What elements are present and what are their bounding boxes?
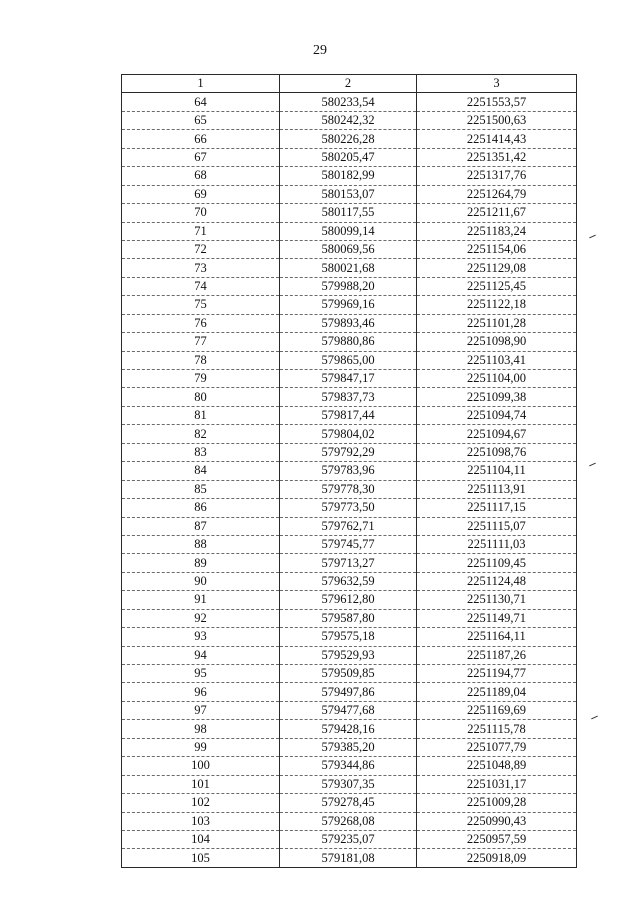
x-coordinate-cell: 580242,32 (280, 111, 417, 129)
y-coordinate-cell: 2251187,26 (417, 646, 577, 664)
y-coordinate-cell: 2251109,45 (417, 554, 577, 572)
y-coordinate-cell: 2251500,63 (417, 111, 577, 129)
point-number-cell: 78 (122, 351, 280, 369)
table-row (122, 812, 577, 830)
point-number-cell: 94 (122, 646, 280, 664)
table-row (122, 794, 577, 812)
y-coordinate-cell: 2251124,48 (417, 572, 577, 590)
x-coordinate-cell: 580099,14 (280, 222, 417, 240)
x-coordinate-cell: 579792,29 (280, 443, 417, 461)
point-number-cell: 84 (122, 462, 280, 480)
x-coordinate-cell: 580153,07 (280, 185, 417, 203)
y-coordinate-cell: 2251149,71 (417, 609, 577, 627)
table-row (122, 628, 577, 646)
point-number-cell: 97 (122, 701, 280, 719)
table-row (122, 572, 577, 590)
y-coordinate-cell: 2251317,76 (417, 167, 577, 185)
point-number-cell: 82 (122, 425, 280, 443)
x-coordinate-cell: 579575,18 (280, 628, 417, 646)
y-coordinate-cell: 2251099,38 (417, 388, 577, 406)
y-coordinate-cell: 2251183,24 (417, 222, 577, 240)
point-number-cell: 102 (122, 794, 280, 812)
x-coordinate-cell: 579497,86 (280, 683, 417, 701)
x-coordinate-cell: 579181,08 (280, 849, 417, 867)
scan-mark (591, 716, 598, 720)
y-coordinate-cell: 2251553,57 (417, 93, 577, 111)
point-number-cell: 91 (122, 591, 280, 609)
y-coordinate-cell: 2251130,71 (417, 591, 577, 609)
table-row (122, 167, 577, 185)
x-coordinate-cell: 580021,68 (280, 259, 417, 277)
point-number-cell: 66 (122, 130, 280, 148)
point-number-cell: 83 (122, 443, 280, 461)
y-coordinate-cell: 2251125,45 (417, 277, 577, 295)
point-number-cell: 92 (122, 609, 280, 627)
table-row (122, 517, 577, 535)
column-header-2: 2 (280, 75, 417, 93)
page-number: 29 (313, 43, 327, 58)
point-number-cell: 73 (122, 259, 280, 277)
table-body (122, 93, 577, 867)
x-coordinate-cell: 579847,17 (280, 370, 417, 388)
y-coordinate-cell: 2250990,43 (417, 812, 577, 830)
x-coordinate-cell: 579778,30 (280, 480, 417, 498)
table-row (122, 499, 577, 517)
point-number-cell: 71 (122, 222, 280, 240)
point-number-cell: 79 (122, 370, 280, 388)
table-row (122, 296, 577, 314)
coordinates-table (121, 74, 577, 868)
y-coordinate-cell: 2251154,06 (417, 240, 577, 258)
point-number-cell: 67 (122, 148, 280, 166)
table-row (122, 425, 577, 443)
x-coordinate-cell: 579428,16 (280, 720, 417, 738)
table-row (122, 351, 577, 369)
y-coordinate-cell: 2251031,17 (417, 775, 577, 793)
point-number-cell: 88 (122, 535, 280, 553)
x-coordinate-cell: 579783,96 (280, 462, 417, 480)
column-header-1: 1 (122, 75, 280, 93)
y-coordinate-cell: 2251098,76 (417, 443, 577, 461)
point-number-cell: 95 (122, 665, 280, 683)
x-coordinate-cell: 579268,08 (280, 812, 417, 830)
table-row (122, 462, 577, 480)
x-coordinate-cell: 579344,86 (280, 757, 417, 775)
point-number-cell: 64 (122, 93, 280, 111)
y-coordinate-cell: 2251264,79 (417, 185, 577, 203)
table-row (122, 443, 577, 461)
point-number-cell: 68 (122, 167, 280, 185)
x-coordinate-cell: 579804,02 (280, 425, 417, 443)
x-coordinate-cell: 579587,80 (280, 609, 417, 627)
y-coordinate-cell: 2251104,11 (417, 462, 577, 480)
x-coordinate-cell: 579745,77 (280, 535, 417, 553)
x-coordinate-cell: 579762,71 (280, 517, 417, 535)
table-row (122, 130, 577, 148)
y-coordinate-cell: 2251164,11 (417, 628, 577, 646)
table-row (122, 259, 577, 277)
table-row (122, 849, 577, 867)
table-row (122, 665, 577, 683)
x-coordinate-cell: 580233,54 (280, 93, 417, 111)
header-row (122, 75, 577, 93)
y-coordinate-cell: 2251077,79 (417, 738, 577, 756)
point-number-cell: 104 (122, 830, 280, 848)
table-row (122, 683, 577, 701)
x-coordinate-cell: 579837,73 (280, 388, 417, 406)
table-row (122, 333, 577, 351)
point-number-cell: 103 (122, 812, 280, 830)
table-row (122, 240, 577, 258)
point-number-cell: 75 (122, 296, 280, 314)
y-coordinate-cell: 2251115,07 (417, 517, 577, 535)
point-number-cell: 77 (122, 333, 280, 351)
y-coordinate-cell: 2251211,67 (417, 204, 577, 222)
table-row (122, 554, 577, 572)
point-number-cell: 74 (122, 277, 280, 295)
x-coordinate-cell: 579893,46 (280, 314, 417, 332)
y-coordinate-cell: 2251104,00 (417, 370, 577, 388)
y-coordinate-cell: 2251111,03 (417, 535, 577, 553)
table-row (122, 314, 577, 332)
table-row (122, 388, 577, 406)
x-coordinate-cell: 579529,93 (280, 646, 417, 664)
x-coordinate-cell: 579385,20 (280, 738, 417, 756)
table-row (122, 480, 577, 498)
x-coordinate-cell: 579307,35 (280, 775, 417, 793)
x-coordinate-cell: 580069,56 (280, 240, 417, 258)
scan-mark (589, 463, 596, 467)
point-number-cell: 101 (122, 775, 280, 793)
y-coordinate-cell: 2250918,09 (417, 849, 577, 867)
table-row (122, 111, 577, 129)
point-number-cell: 85 (122, 480, 280, 498)
y-coordinate-cell: 2251351,42 (417, 148, 577, 166)
x-coordinate-cell: 580226,28 (280, 130, 417, 148)
y-coordinate-cell: 2251009,28 (417, 794, 577, 812)
y-coordinate-cell: 2251048,89 (417, 757, 577, 775)
x-coordinate-cell: 579988,20 (280, 277, 417, 295)
table-header (122, 75, 577, 93)
point-number-cell: 65 (122, 111, 280, 129)
y-coordinate-cell: 2251414,43 (417, 130, 577, 148)
x-coordinate-cell: 579509,85 (280, 665, 417, 683)
x-coordinate-cell: 579713,27 (280, 554, 417, 572)
table-row (122, 609, 577, 627)
y-coordinate-cell: 2251101,28 (417, 314, 577, 332)
y-coordinate-cell: 2250957,59 (417, 830, 577, 848)
x-coordinate-cell: 579235,07 (280, 830, 417, 848)
y-coordinate-cell: 2251189,04 (417, 683, 577, 701)
point-number-cell: 98 (122, 720, 280, 738)
y-coordinate-cell: 2251122,18 (417, 296, 577, 314)
point-number-cell: 81 (122, 406, 280, 424)
x-coordinate-cell: 579969,16 (280, 296, 417, 314)
y-coordinate-cell: 2251117,15 (417, 499, 577, 517)
y-coordinate-cell: 2251098,90 (417, 333, 577, 351)
table-row (122, 93, 577, 111)
table-row (122, 406, 577, 424)
point-number-cell: 105 (122, 849, 280, 867)
column-header-3: 3 (417, 75, 577, 93)
point-number-cell: 76 (122, 314, 280, 332)
point-number-cell: 69 (122, 185, 280, 203)
point-number-cell: 87 (122, 517, 280, 535)
point-number-cell: 89 (122, 554, 280, 572)
table-row (122, 591, 577, 609)
point-number-cell: 96 (122, 683, 280, 701)
point-number-cell: 90 (122, 572, 280, 590)
y-coordinate-cell: 2251129,08 (417, 259, 577, 277)
point-number-cell: 70 (122, 204, 280, 222)
table-row (122, 646, 577, 664)
y-coordinate-cell: 2251115,78 (417, 720, 577, 738)
table-row (122, 370, 577, 388)
x-coordinate-cell: 579278,45 (280, 794, 417, 812)
x-coordinate-cell: 580117,55 (280, 204, 417, 222)
x-coordinate-cell: 579612,80 (280, 591, 417, 609)
x-coordinate-cell: 579865,00 (280, 351, 417, 369)
point-number-cell: 86 (122, 499, 280, 517)
x-coordinate-cell: 579817,44 (280, 406, 417, 424)
x-coordinate-cell: 580182,99 (280, 167, 417, 185)
point-number-cell: 99 (122, 738, 280, 756)
table-row (122, 277, 577, 295)
table-row (122, 757, 577, 775)
table-row (122, 185, 577, 203)
x-coordinate-cell: 579880,86 (280, 333, 417, 351)
point-number-cell: 72 (122, 240, 280, 258)
point-number-cell: 93 (122, 628, 280, 646)
y-coordinate-cell: 2251169,69 (417, 701, 577, 719)
x-coordinate-cell: 579477,68 (280, 701, 417, 719)
y-coordinate-cell: 2251113,91 (417, 480, 577, 498)
table-row (122, 738, 577, 756)
table-row (122, 830, 577, 848)
scan-mark (589, 235, 596, 239)
x-coordinate-cell: 579773,50 (280, 499, 417, 517)
table-row (122, 222, 577, 240)
x-coordinate-cell: 580205,47 (280, 148, 417, 166)
y-coordinate-cell: 2251194,77 (417, 665, 577, 683)
y-coordinate-cell: 2251103,41 (417, 351, 577, 369)
y-coordinate-cell: 2251094,67 (417, 425, 577, 443)
table-row (122, 535, 577, 553)
table-row (122, 701, 577, 719)
table-row (122, 204, 577, 222)
x-coordinate-cell: 579632,59 (280, 572, 417, 590)
point-number-cell: 100 (122, 757, 280, 775)
table-row (122, 775, 577, 793)
y-coordinate-cell: 2251094,74 (417, 406, 577, 424)
table-row (122, 720, 577, 738)
point-number-cell: 80 (122, 388, 280, 406)
table-row (122, 148, 577, 166)
